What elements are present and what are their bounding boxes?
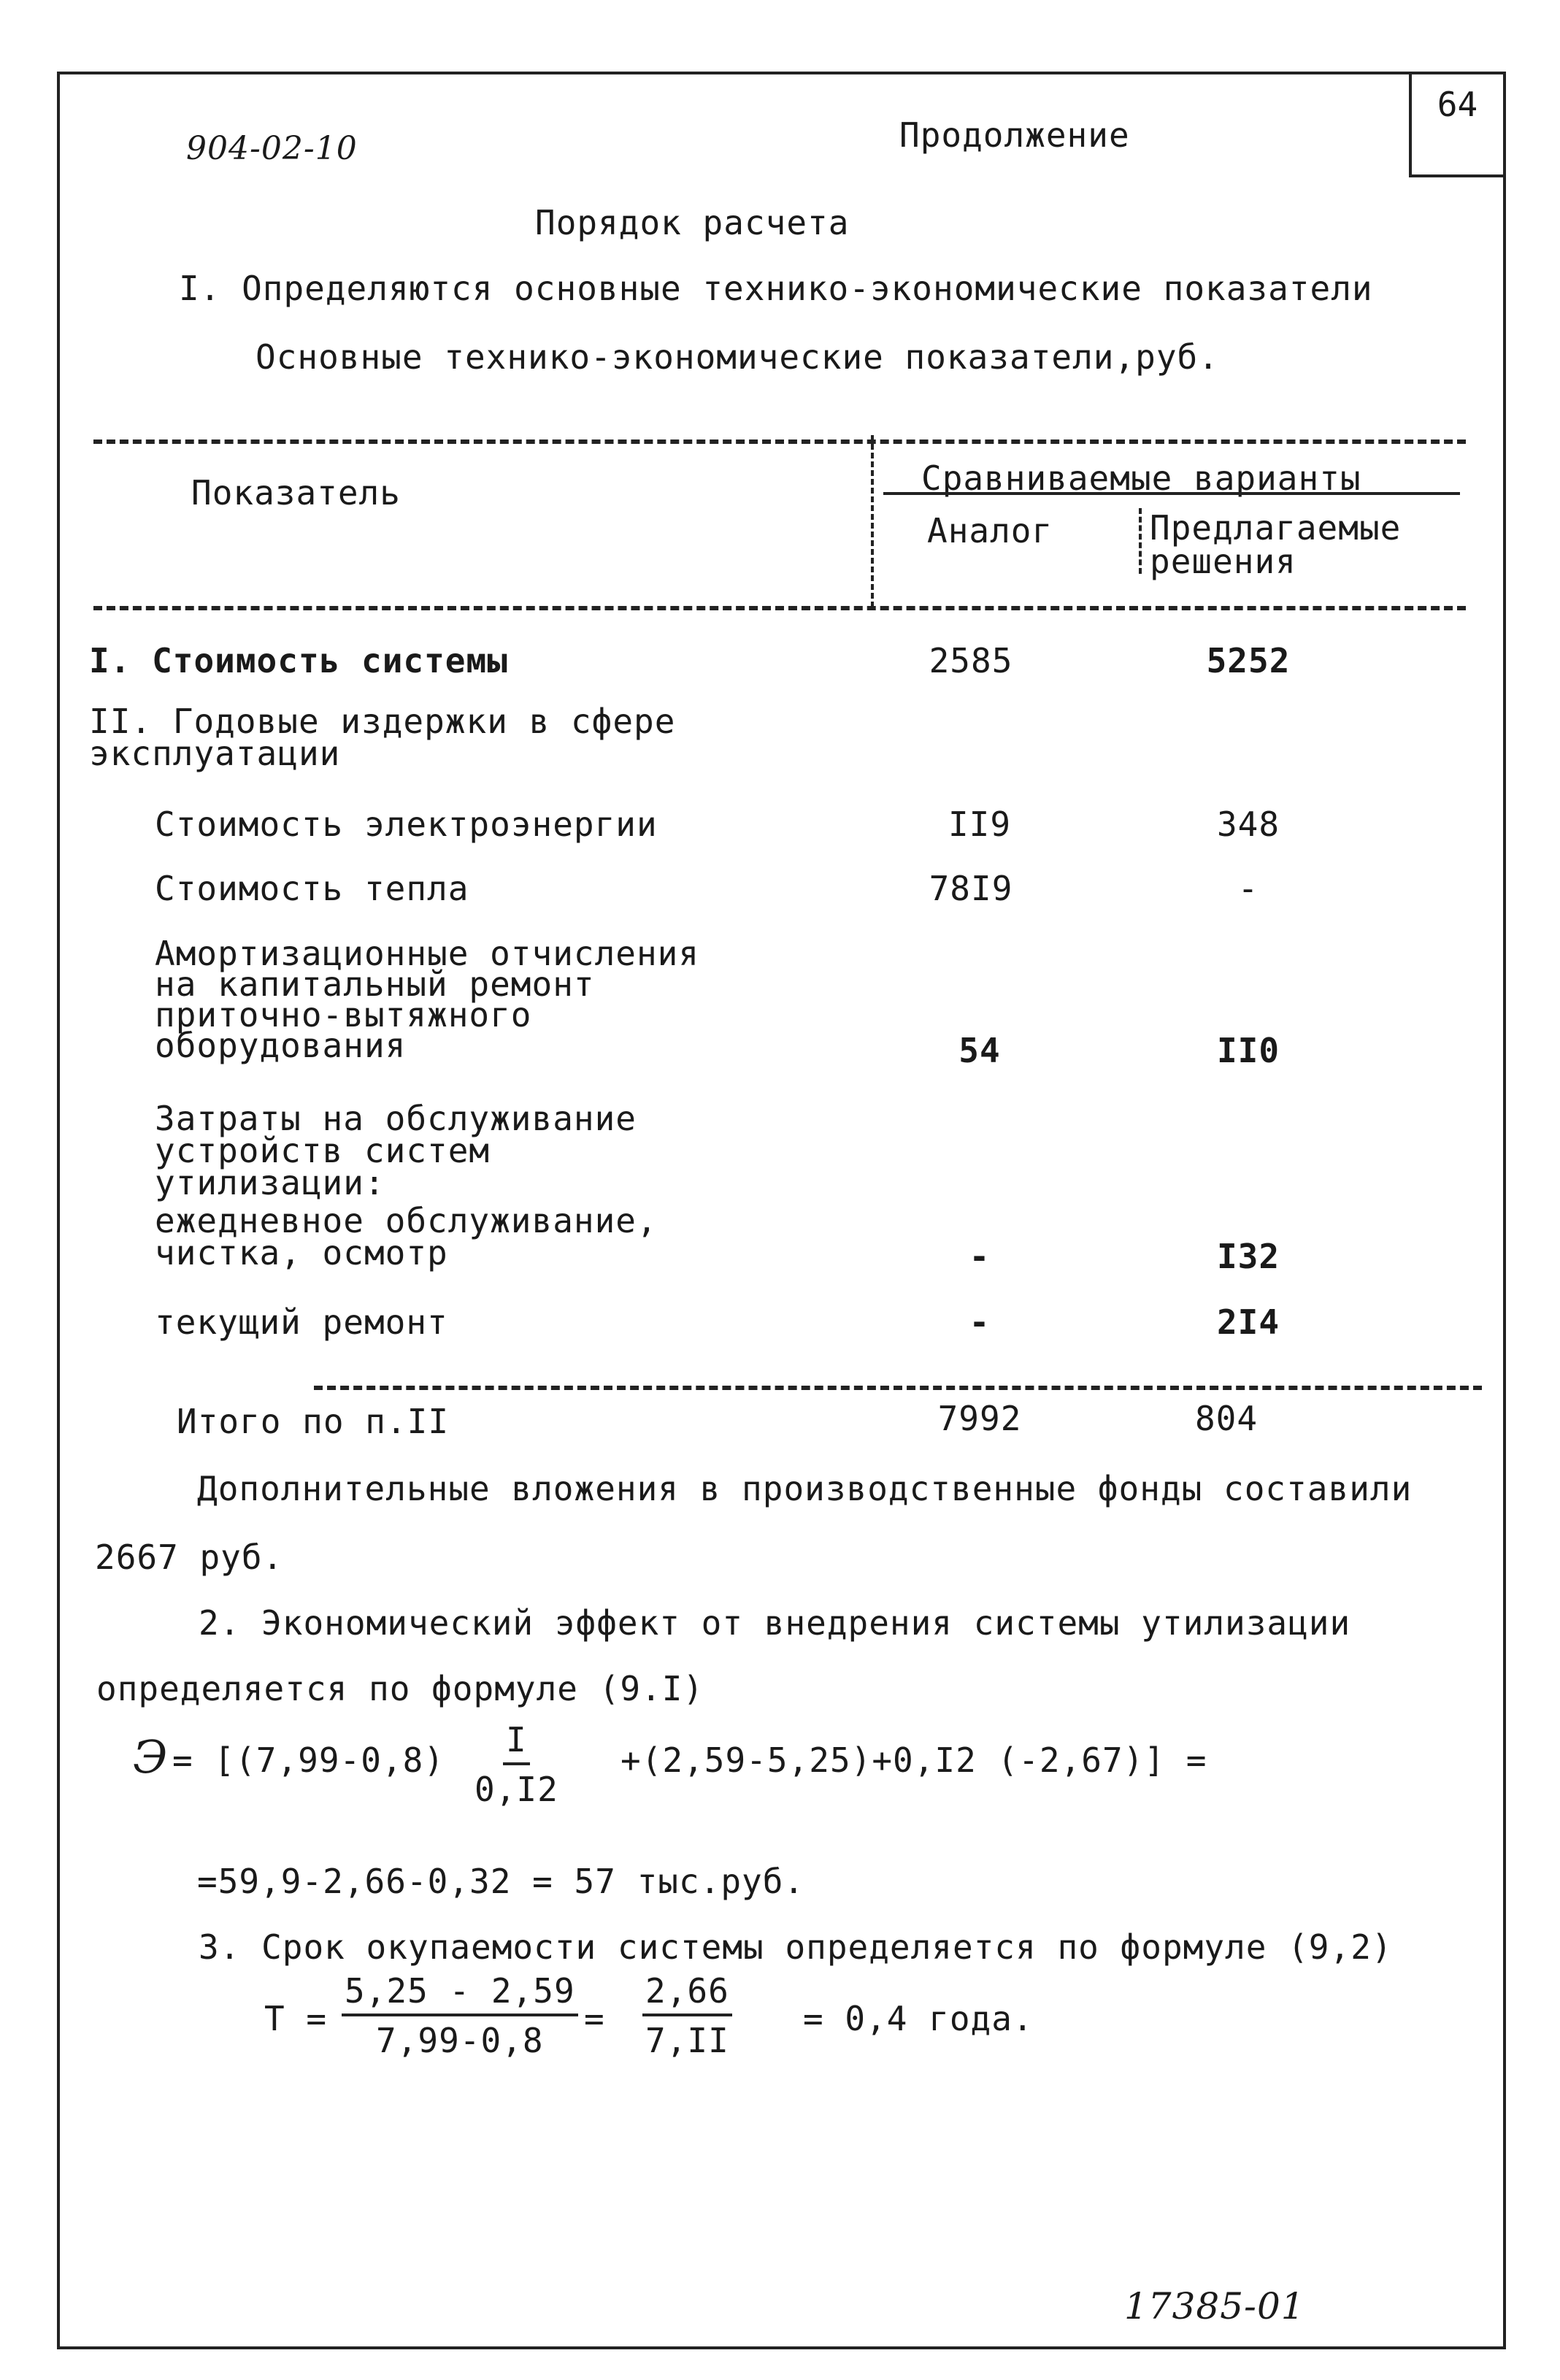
section-title: Порядок расчета bbox=[535, 203, 850, 242]
formula-1-part-a: = [(7,99-0,8) bbox=[172, 1740, 445, 1780]
formula-2-denominator-2: 7,II bbox=[645, 2021, 729, 2060]
row-1-proposed: 5252 bbox=[1206, 641, 1291, 680]
formula-1-result: =59,9-2,66-0,32 = 57 тыс.руб. bbox=[197, 1862, 805, 1901]
total-label: Итого по п.II bbox=[177, 1402, 450, 1441]
total-proposed: 804 bbox=[1194, 1399, 1259, 1438]
formula-2-lhs: T = bbox=[264, 1999, 328, 2038]
row-3-label: Стоимость электроэнергии bbox=[155, 805, 658, 844]
formula-2-numerator-2: 2,66 bbox=[642, 1971, 732, 2016]
document-code: 904-02-10 bbox=[186, 130, 358, 167]
row-5-label: Амортизационные отчисления на капитальный ремонт приточно-вытяжного оборудования bbox=[155, 934, 700, 1065]
row-8-proposed: 2I4 bbox=[1216, 1302, 1280, 1342]
formula-1-numerator: I bbox=[503, 1720, 530, 1765]
formula-2-denominator-1: 7,99-0,8 bbox=[376, 2021, 544, 2060]
formula-1-part-b: +(2,59-5,25)+0,I2 (-2,67)] = bbox=[620, 1740, 1207, 1780]
step-1-text: I. Определяются основные технико-экономические показатели bbox=[179, 269, 1373, 308]
paragraph-1-line-1: Дополнительные вложения в производственные фонды составили bbox=[197, 1469, 1413, 1508]
row-4-analog: 78I9 bbox=[929, 869, 1013, 908]
footer-code: 17385-01 bbox=[1124, 2285, 1305, 2327]
row-2-label: II. Годовые издержки в сфере эксплуатации bbox=[89, 702, 676, 773]
row-4-proposed: - bbox=[1237, 869, 1259, 908]
table-header-rule bbox=[93, 606, 1466, 610]
row-8-label: текущий ремонт bbox=[155, 1302, 448, 1342]
header-compared-variants: Сравниваемые варианты bbox=[921, 458, 1361, 498]
table-caption: Основные технико-экономические показатели,руб. bbox=[255, 337, 1219, 377]
paragraph-3: 3. Срок окупаемости системы определяется по формуле (9,2) bbox=[199, 1927, 1393, 1967]
row-7-proposed: I32 bbox=[1216, 1237, 1280, 1276]
row-7-analog: - bbox=[969, 1237, 991, 1276]
page-number-box bbox=[1409, 72, 1506, 177]
row-1-analog: 2585 bbox=[929, 641, 1013, 680]
row-7-label: ежедневное обслуживание, чистка, осмотр bbox=[155, 1201, 658, 1272]
paragraph-1-line-2: 2667 руб. bbox=[95, 1538, 284, 1577]
row-1-label: I. Стоимость системы bbox=[89, 641, 508, 680]
row-5-analog: 54 bbox=[958, 1031, 1001, 1070]
formula-2-result: = 0,4 года. bbox=[803, 1999, 1034, 2038]
formula-2-numerator-1: 5,25 - 2,59 bbox=[342, 1971, 578, 2016]
row-3-proposed: 348 bbox=[1216, 805, 1280, 844]
total-rule bbox=[314, 1386, 1482, 1390]
row-6-label: Затраты на обслуживание устройств систем утилизации: bbox=[155, 1099, 637, 1202]
formula-2-fraction-1 bbox=[342, 1971, 578, 2060]
row-4-label: Стоимость тепла bbox=[155, 869, 469, 908]
page-number: 64 bbox=[1437, 85, 1478, 124]
header-subcolumn-divider bbox=[1139, 508, 1142, 574]
header-group-underline bbox=[883, 492, 1460, 495]
formula-1-lhs: Э bbox=[133, 1730, 168, 1784]
paragraph-2-line-2: определяется по формуле (9.I) bbox=[96, 1669, 704, 1708]
table-top-rule bbox=[93, 439, 1466, 444]
formula-2-fraction-2 bbox=[642, 1971, 732, 2060]
formula-1-denominator: 0,I2 bbox=[474, 1770, 558, 1809]
header-proposed: Предлагаемые решения bbox=[1150, 508, 1402, 581]
row-3-analog: II9 bbox=[948, 805, 1012, 844]
header-analog: Аналог bbox=[927, 511, 1053, 550]
paragraph-2-line-1: 2. Экономический эффект от внедрения системы утилизации bbox=[199, 1603, 1351, 1643]
row-8-analog: - bbox=[969, 1302, 991, 1342]
row-5-proposed: II0 bbox=[1216, 1031, 1280, 1070]
continuation-label: Продолжение bbox=[899, 115, 1130, 155]
formula-2-equals: = bbox=[584, 1999, 605, 2038]
total-analog: 7992 bbox=[937, 1399, 1022, 1438]
header-indicator: Показатель bbox=[191, 473, 401, 513]
table-column-divider bbox=[871, 435, 874, 607]
formula-1-fraction bbox=[474, 1720, 558, 1809]
